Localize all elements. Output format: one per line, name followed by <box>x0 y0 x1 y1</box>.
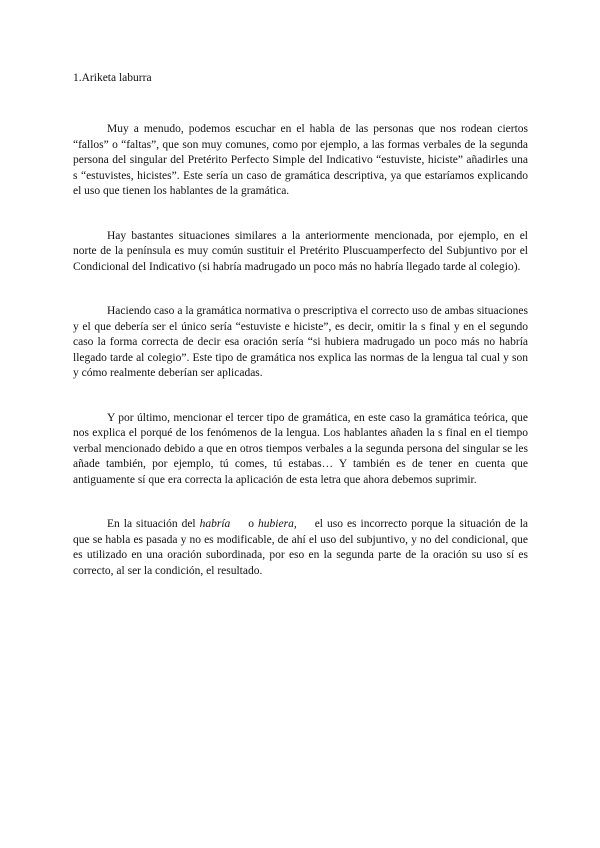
paragraph-1: Muy a menudo, podemos escuchar en el habla de las personas que nos rodean ciertos “fallos” o “faltas”, que son muy comunes, como por ejemplo, a las formas verbales de la segunda persona del singular del Pretérito Perfecto Simple del Indicativo “estuviste, hiciste” añadirles una s “estuvistes, hicistes”. Este sería un caso de gramática descriptiva, ya que estaríamos explicando el uso que tienen los hablantes de la gramática. <box>73 123 528 197</box>
paragraph-5-text-b: o <box>244 518 259 530</box>
paragraph-5-italic-hubiera: hubiera, <box>258 518 297 530</box>
paragraph-4: Y por último, mencionar el tercer tipo de gramática, en este caso la gramática teórica, que nos explica el porqué de los fenómenos de la lengua. Los hablantes añaden la s final en el tiempo verbal mencionado debido a que en otros tiempos verbales a la segunda persona del singular se les añade también, por ejemplo, tú comes, tú estabas… Y también es de tener en cuenta que antiguamente sí que era correcta la aplicación de esta letra que ahora debemos suprimir. <box>73 411 528 486</box>
paragraph-5-text-a: En la situación del <box>107 518 200 530</box>
paragraph-5 <box>73 517 528 579</box>
paragraph-5-text-c: el uso es incorrecto porque la situación de la que se habla es pasada y no es modificable, de ahí el uso del subjuntivo, y no del condicional, que es utilizado en una oración subordinada, por eso en la segunda parte de la oración su uso sí es correcto, al ser la condición, el resultado. <box>73 518 529 577</box>
paragraph-3: Haciendo caso a la gramática normativa o prescriptiva el correcto uso de ambas situaciones y el que debería ser el único sería “estuviste e hiciste”, es decir, omitir la s final y en el segundo caso la forma correcta de decir esa oración sería “si hubiera madrugado un poco más no habría llegado tarde al colegio”. Este tipo de gramática nos explica las normas de la lengua tal cual y son y cómo realmente deberían ser aplicadas. <box>73 305 528 379</box>
document-body <box>73 122 528 579</box>
paragraph-2: Hay bastantes situaciones similares a la anteriormente mencionada, por ejemplo, en el norte de la península es muy común sustituir el Pretérito Pluscuamperfecto del Subjuntivo por el Condicional del Indicativo (si habría madrugado un poco más no habría llegado tarde al colegio). <box>73 229 528 273</box>
paragraph-5-italic-habria: habría <box>199 518 231 530</box>
document-heading: 1.Ariketa laburra <box>73 72 152 84</box>
